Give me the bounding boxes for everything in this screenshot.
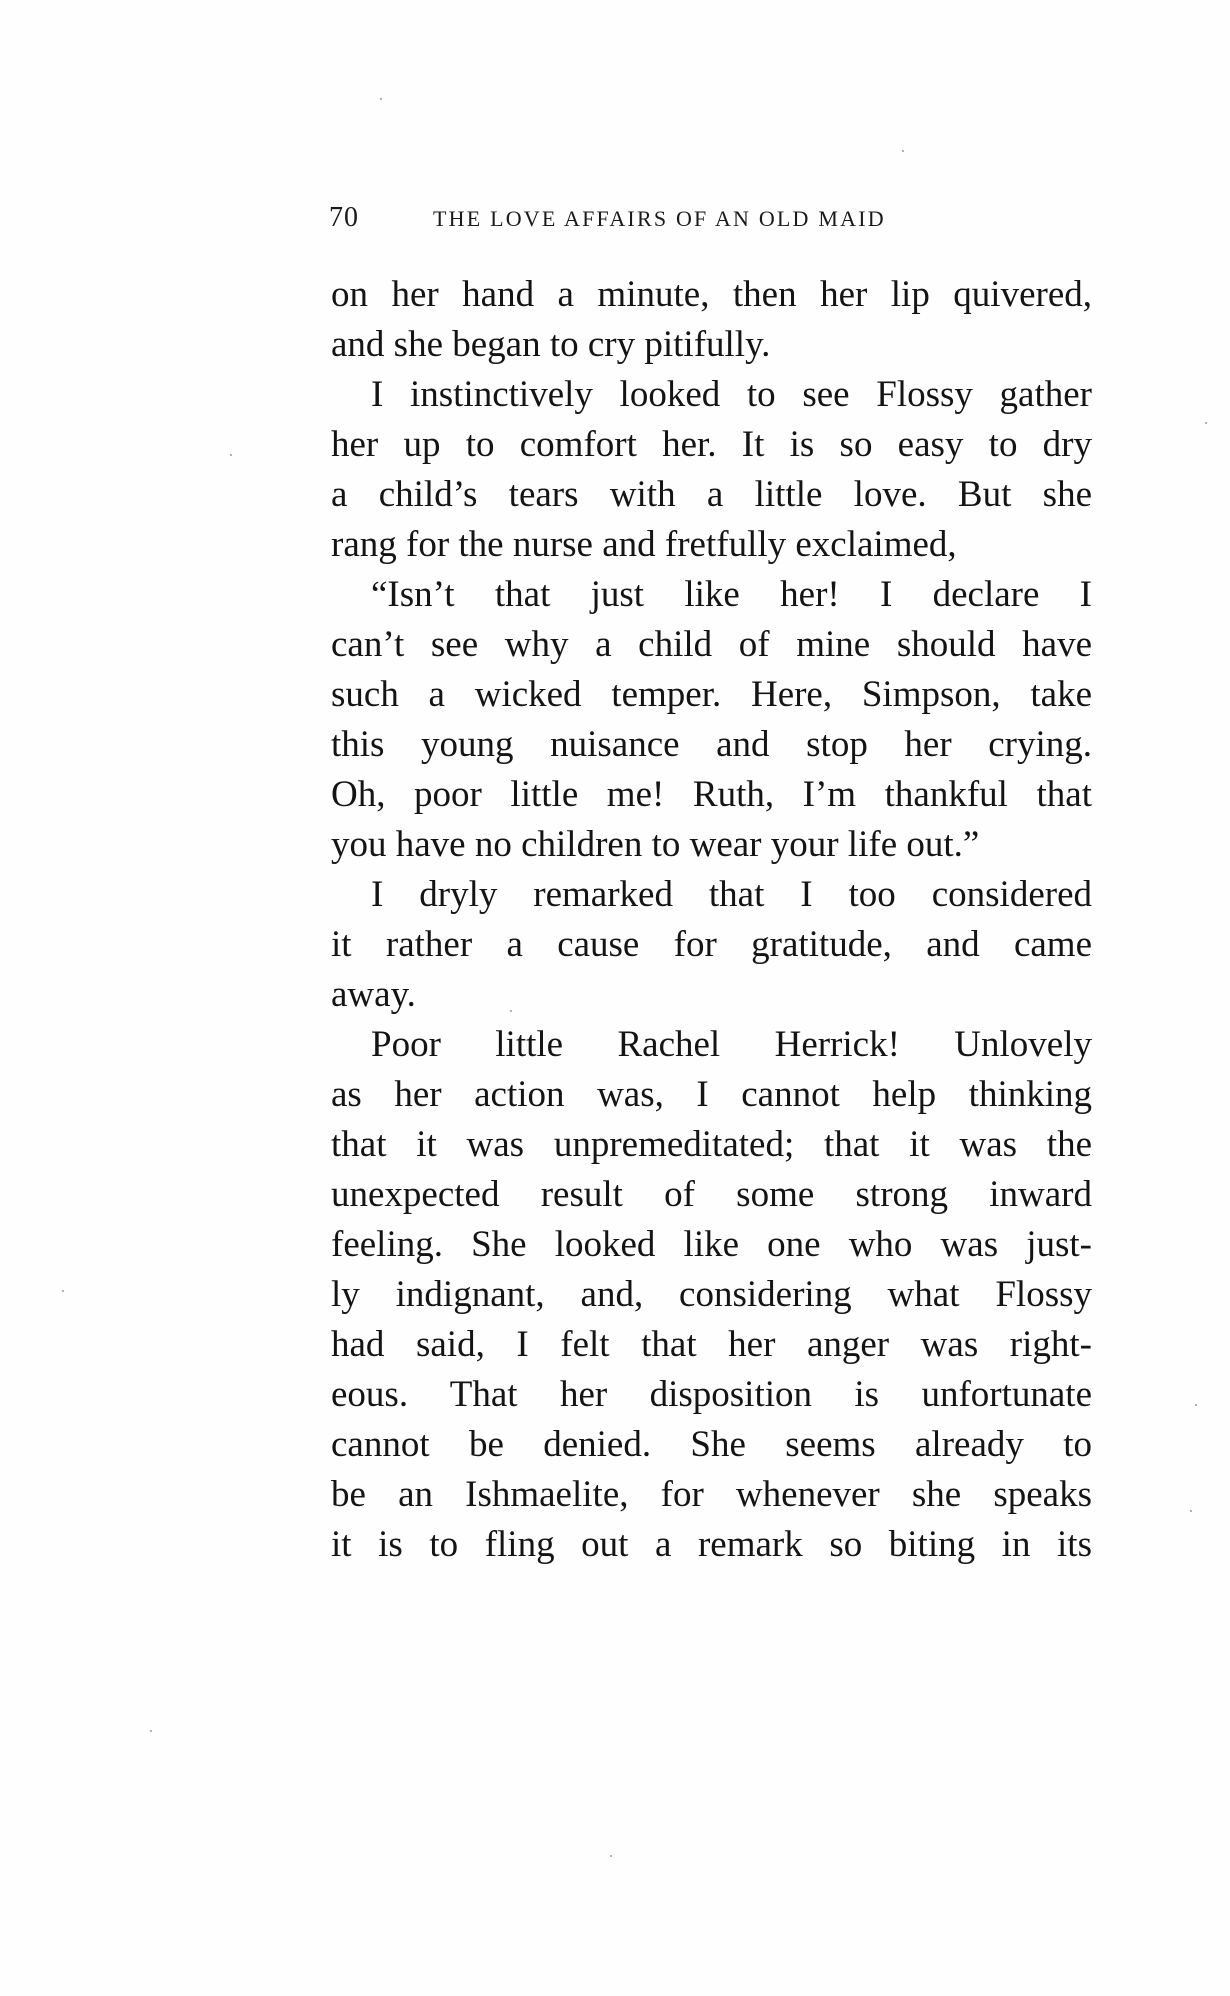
scan-speck xyxy=(1205,422,1207,424)
scan-speck xyxy=(150,1730,152,1732)
text-line: that it was unpremeditated; that it was the xyxy=(331,1124,1092,1165)
text-line: this young nuisance and stop her crying. xyxy=(331,724,1092,765)
text-line: be an Ishmaelite, for whenever she speaks xyxy=(331,1474,1092,1515)
running-title: THE LOVE AFFAIRS OF AN OLD MAID xyxy=(433,206,886,231)
text-line: you have no children to wear your life out.” xyxy=(331,824,980,865)
text-line: had said, I felt that her anger was right- xyxy=(331,1324,1092,1365)
scan-speck xyxy=(62,1290,64,1292)
text-line: I dryly remarked that I too considered xyxy=(371,874,1092,915)
text-line: on her hand a minute, then her lip quivered, xyxy=(331,274,1092,315)
text-line: such a wicked temper. Here, Simpson, take xyxy=(331,674,1092,715)
text-line: ly indignant, and, considering what Flossy xyxy=(331,1274,1092,1315)
text-line: rang for the nurse and fretfully exclaimed, xyxy=(331,524,957,565)
scan-speck xyxy=(1190,1510,1192,1512)
page-number: 70 xyxy=(329,202,359,233)
text-line: I instinctively looked to see Flossy gather xyxy=(371,374,1092,415)
text-line: feeling. She looked like one who was just- xyxy=(331,1224,1092,1265)
text-line: away. xyxy=(331,974,416,1015)
text-line: unexpected result of some strong inward xyxy=(331,1174,1092,1215)
text-line: “Isn’t that just like her! I declare I xyxy=(371,574,1092,615)
text-line: cannot be denied. She seems already to xyxy=(331,1424,1092,1465)
text-line: it is to fling out a remark so biting in its xyxy=(331,1524,1092,1565)
text-line: and she began to cry pitifully. xyxy=(331,324,771,365)
text-line: her up to comfort her. It is so easy to dry xyxy=(331,424,1092,465)
text-line: a child’s tears with a little love. But she xyxy=(331,474,1092,515)
page-header xyxy=(329,202,1109,238)
scan-speck xyxy=(380,98,382,100)
scan-speck xyxy=(610,1855,612,1857)
text-line: Oh, poor little me! Ruth, I’m thankful that xyxy=(331,774,1092,815)
scan-speck xyxy=(1195,1404,1197,1406)
text-line: eous. That her disposition is unfortunate xyxy=(331,1374,1092,1415)
body-text xyxy=(331,270,1092,1570)
text-line: Poor little Rachel Herrick! Unlovely xyxy=(371,1024,1092,1065)
text-line: it rather a cause for gratitude, and came xyxy=(331,924,1092,965)
text-line: as her action was, I cannot help thinking xyxy=(331,1074,1092,1115)
text-line: can’t see why a child of mine should have xyxy=(331,624,1092,665)
scan-speck xyxy=(230,454,232,456)
scan-speck xyxy=(510,1010,512,1012)
scan-speck xyxy=(902,150,904,152)
